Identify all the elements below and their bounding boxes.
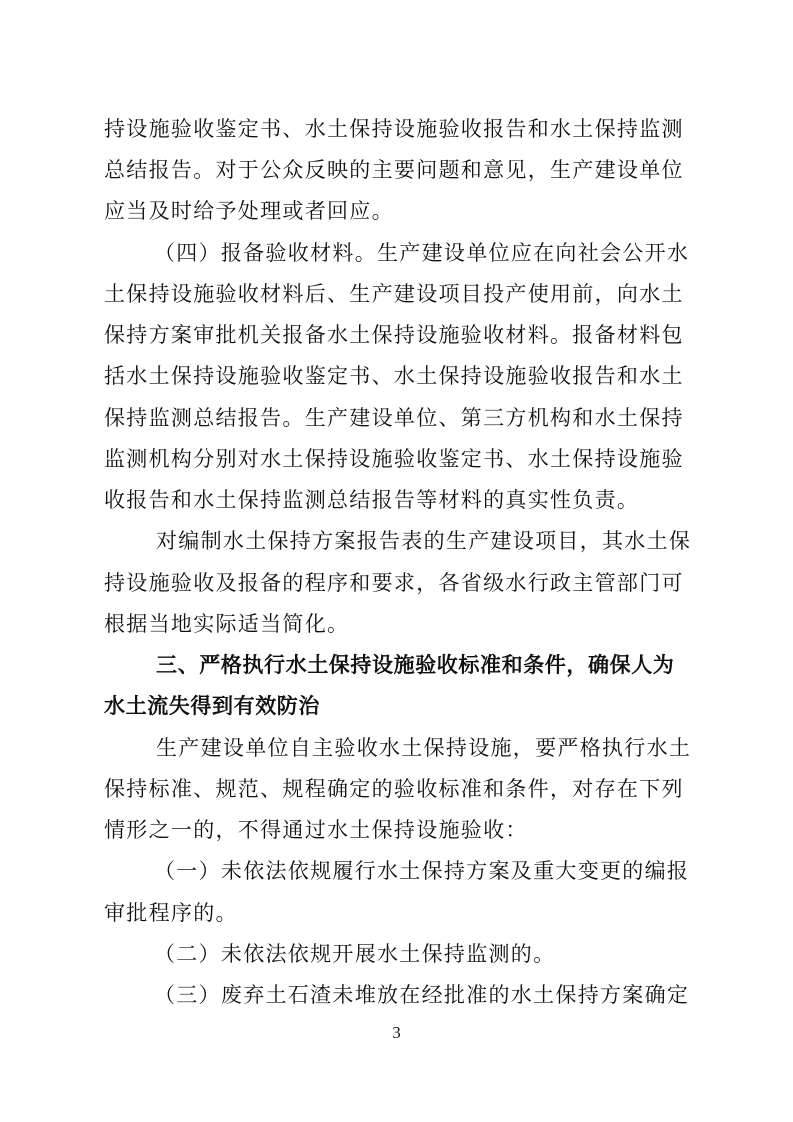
text-line: 情形之一的，不得通过水土保持设施验收： — [104, 818, 528, 842]
text-line: （三）废弃土石渣未堆放在经批准的水土保持方案确定 — [154, 983, 690, 1007]
text-line: 土保持设施验收材料后、生产建设项目投产使用前，向水土 — [104, 282, 684, 306]
text-line: 审批程序的。 — [104, 901, 238, 925]
text-line: 监测机构分别对水土保持设施验收鉴定书、水土保持设施验 — [104, 447, 684, 471]
text-line: 保持监测总结报告。生产建设单位、第三方机构和水土保持 — [104, 406, 684, 430]
text-line: 保持方案审批机关报备水土保持设施验收材料。报备材料包 — [104, 323, 684, 347]
text-line: 持设施验收及报备的程序和要求，各省级水行政主管部门可 — [104, 571, 684, 595]
text-line: 应当及时给予处理或者回应。 — [104, 199, 394, 223]
text-line: （二）未依法依规开展水土保持监测的。 — [154, 942, 556, 966]
text-line: 保持标准、规范、规程确定的验收标准和条件，对存在下列 — [104, 777, 684, 801]
text-line: 收报告和水土保持监测总结报告等材料的真实性负责。 — [104, 488, 640, 512]
text-line: （一）未依法依规履行水土保持方案及重大变更的编报 — [154, 859, 690, 883]
text-line: 括水土保持设施验收鉴定书、水土保持设施验收报告和水土 — [104, 364, 684, 388]
section-heading-line: 三、严格执行水土保持设施验收标准和条件，确保人为 — [156, 653, 675, 677]
page-number: 3 — [392, 1023, 401, 1042]
text-line: （四）报备验收材料。生产建设单位应在向社会公开水 — [154, 241, 690, 265]
text-line: 根据当地实际适当简化。 — [104, 612, 350, 636]
section-heading-line: 水土流失得到有效防治 — [104, 694, 320, 718]
text-line: 总结报告。对于公众反映的主要问题和意见，生产建设单位 — [104, 158, 684, 182]
text-line: 持设施验收鉴定书、水土保持设施验收报告和水土保持监测 — [104, 117, 684, 141]
text-line: 生产建设单位自主验收水土保持设施，要严格执行水土 — [156, 736, 692, 760]
text-line: 对编制水土保持方案报告表的生产建设项目，其水土保 — [156, 529, 692, 553]
